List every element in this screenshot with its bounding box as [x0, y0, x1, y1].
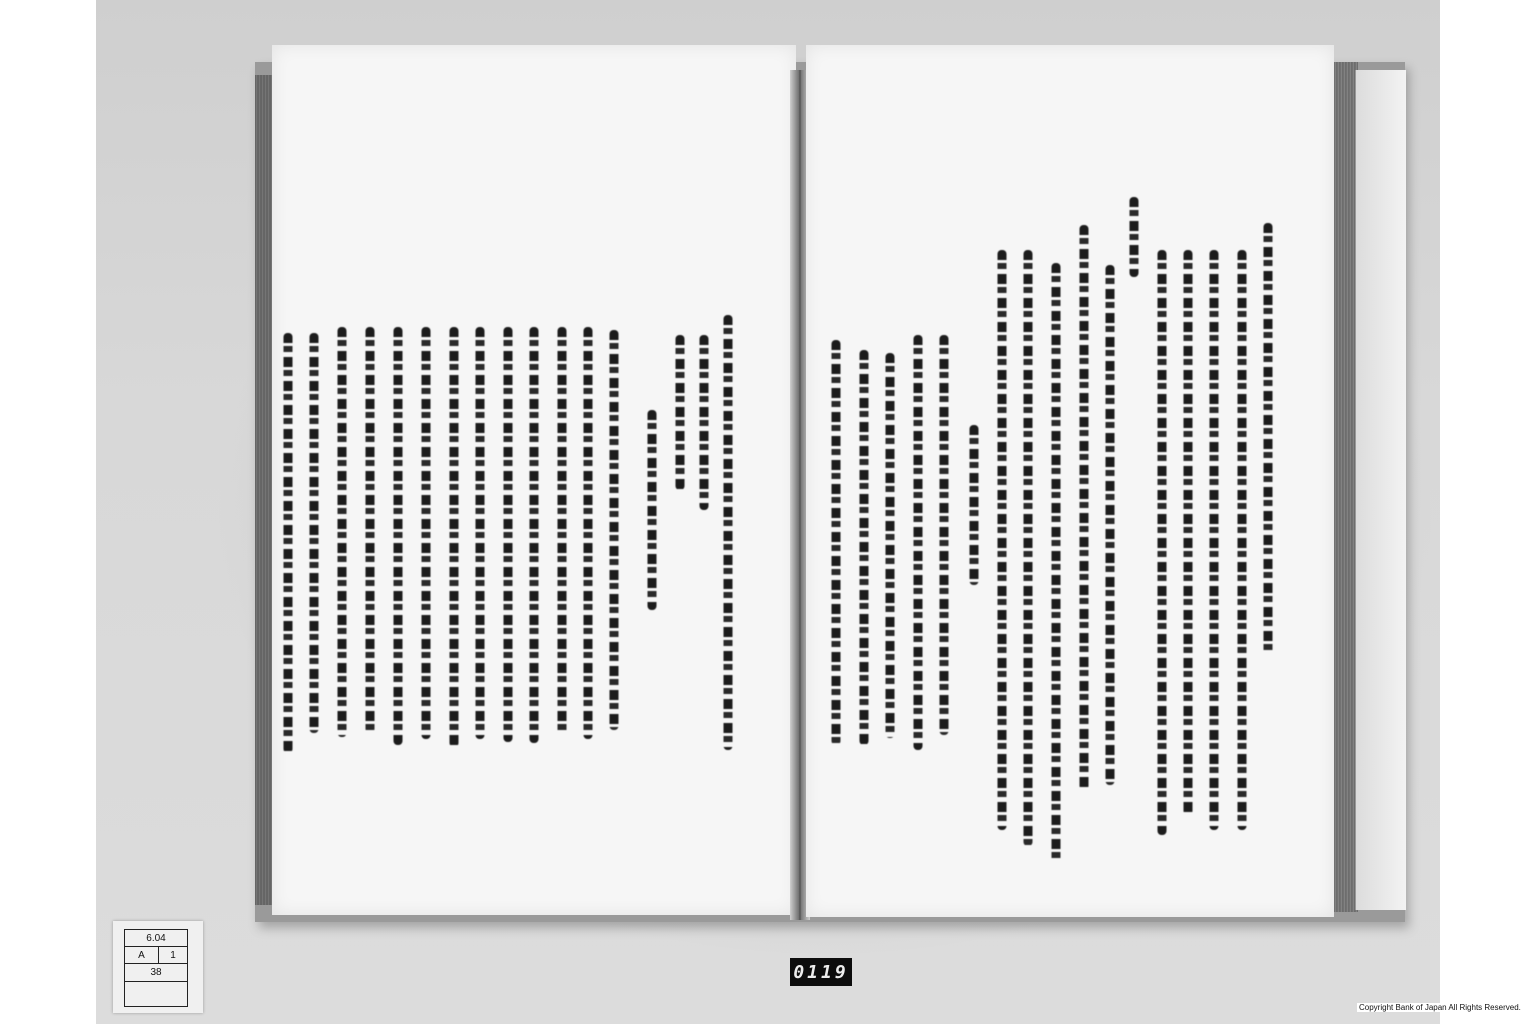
- frame-number: 0119: [790, 958, 852, 986]
- specimen-label-row3: 38: [125, 964, 188, 981]
- specimen-label-row1: 6.04: [125, 930, 188, 947]
- book-back-cover: [1355, 70, 1406, 910]
- left-page: [272, 45, 796, 915]
- right-page: [806, 45, 1334, 917]
- specimen-label-table: [124, 929, 188, 1007]
- copyright-notice: Copyright Bank of Japan All Rights Reserved.: [1359, 1003, 1521, 1012]
- specimen-label-row2-left: A: [125, 947, 159, 964]
- specimen-label: [113, 921, 203, 1013]
- specimen-label-row2-right: 1: [158, 947, 187, 964]
- specimen-label-blank-row: [125, 981, 188, 1006]
